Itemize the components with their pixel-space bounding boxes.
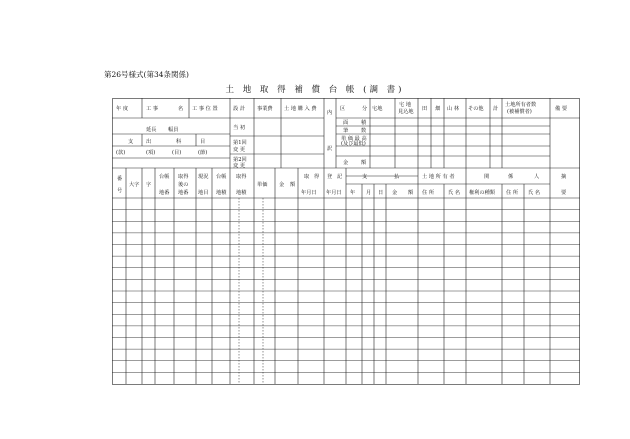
label-kubun: 区: [340, 106, 346, 112]
label-shutoku-menseki-1: 取得: [236, 174, 247, 180]
label-nen: 年: [350, 190, 356, 196]
label-kingaku-2: 額: [408, 190, 414, 196]
label-tousho: 当 初: [233, 125, 246, 131]
label-aza: 字: [146, 182, 152, 188]
label-tekiyou-2: 要: [561, 190, 567, 196]
label-kei: 計: [493, 106, 499, 112]
label-shutoku-chiban-2: 後の: [178, 182, 189, 188]
label-kin: 金: [343, 160, 349, 166]
label-kingaku: 金: [392, 190, 398, 196]
label-shishutsu-4: 目: [200, 139, 206, 145]
label-shishutsu-2: 出: [146, 139, 152, 145]
label-dai2-henkou: 変 更: [233, 163, 246, 169]
label-shishutsu-3: 科: [176, 139, 182, 145]
label-jusho: 住 所: [422, 190, 435, 196]
label-tochi-kounyuhi: 土 地 購 入 費: [284, 106, 317, 112]
label-touki-1: 登: [327, 174, 333, 180]
label-kan: (款): [116, 150, 126, 156]
label-shutoku-nengappi: 年月日: [301, 190, 317, 196]
label-enchou: 延長: [146, 127, 157, 133]
label-shutoku-menseki-2: 地積: [236, 190, 247, 196]
label-gaku: 額: [361, 160, 367, 166]
label-jisu: 筆: [343, 128, 349, 134]
label-shutoku-2: 得: [314, 174, 320, 180]
label-tanka: 単価: [257, 182, 268, 188]
label-ban: 番: [117, 176, 123, 182]
label-kankeinin-2: 係: [508, 174, 514, 180]
label-takuchi: 宅地: [372, 106, 383, 112]
label-nichi: 日: [378, 190, 384, 196]
label-mei: 名: [178, 106, 184, 112]
label-daichou-menseki-2: 地積: [216, 190, 227, 196]
label-gaku: 額: [290, 182, 296, 188]
label-fukuin: 幅員: [168, 127, 179, 133]
label-sanrin: 山 林: [447, 106, 460, 112]
label-kouji: 工 事: [146, 106, 159, 112]
label-nendo: 年 度: [116, 106, 129, 112]
label-touki-2: 記: [337, 174, 343, 180]
label-genkyou-1: 現況: [198, 174, 209, 180]
label-tanka-saikou: 単 価 最 高: [341, 136, 367, 142]
label-shutoku-chiban-1: 取得: [178, 174, 189, 180]
label-sekkei: 設 計: [233, 106, 246, 112]
label-takuchi-mikomichi-1: 宅 地: [399, 102, 412, 108]
label-takuchi-mikomichi-2: 見込地: [398, 109, 414, 115]
label-kankeinin-1: 関: [484, 174, 490, 180]
upper-header-labels: [116, 100, 568, 169]
label-bun: 分: [362, 106, 368, 112]
form-title: 土 地 取 得 補 償 台 帳 (調 書): [225, 85, 405, 95]
label-touki-nengappi: 年月日: [326, 190, 342, 196]
label-biko: 備 要: [555, 106, 568, 112]
label-jigyouhi: 事業費: [257, 106, 273, 112]
label-kenri-shurui: 権利の種類: [469, 190, 495, 196]
label-dai2: 第2回: [233, 157, 247, 163]
label-daichou-menseki-1: 台帳: [216, 174, 227, 180]
label-gou: 号: [117, 188, 123, 194]
label-hata: 畑: [435, 106, 441, 112]
label-shiharai-2: 払: [394, 174, 400, 180]
label-tochi-shoyusha: 土 地 所 有 者: [422, 174, 455, 180]
ledger-sheet: [112, 98, 580, 388]
label-gatsu: 月: [366, 190, 372, 196]
label-menseki: 面: [343, 120, 349, 126]
label-tanka-saitei: (及び最低): [341, 141, 366, 147]
label-hihoshousha: (被補償者): [507, 109, 532, 115]
label-moku: (目): [172, 150, 182, 156]
label-dai1: 第1回: [233, 140, 247, 146]
label-daichou-chiban-2: 地番: [159, 190, 170, 196]
form-number: 第26号様式(第34条関係): [104, 70, 189, 79]
label-shiharai-1: 支: [362, 174, 368, 180]
label-shimei-2: 氏 名: [528, 190, 541, 196]
label-uchi: 内: [327, 110, 333, 116]
label-kankeinin-3: 人: [534, 174, 540, 180]
label-setsu: (節): [198, 150, 208, 156]
label-genkyou-2: 地目: [198, 190, 209, 196]
label-dai1-henkou: 変 更: [233, 147, 246, 153]
label-kouji-ichi: 工 事 位 置: [192, 106, 218, 112]
label-kou: (項): [146, 150, 156, 156]
label-shutoku-1: 取: [304, 174, 310, 180]
label-shishutsu-1: 支: [128, 139, 134, 145]
label-ooaza: 大字: [129, 182, 140, 188]
label-daichou-chiban-1: 台帳: [159, 174, 170, 180]
label-tekiyou-1: 摘: [561, 174, 567, 180]
label-shutoku-chiban-3: 地番: [178, 190, 189, 196]
label-yaku: 訳: [327, 146, 333, 152]
label-menseki-2: 積: [361, 120, 367, 126]
label-shimei: 氏 名: [448, 190, 461, 196]
label-jisu-2: 数: [361, 128, 367, 134]
label-jusho-2: 住 所: [506, 190, 519, 196]
label-sonota: その他: [468, 106, 484, 112]
label-shoyusha-su: 土地所有者数: [505, 102, 537, 108]
label-kin: 金: [279, 182, 285, 188]
label-ta: 田: [422, 106, 428, 112]
